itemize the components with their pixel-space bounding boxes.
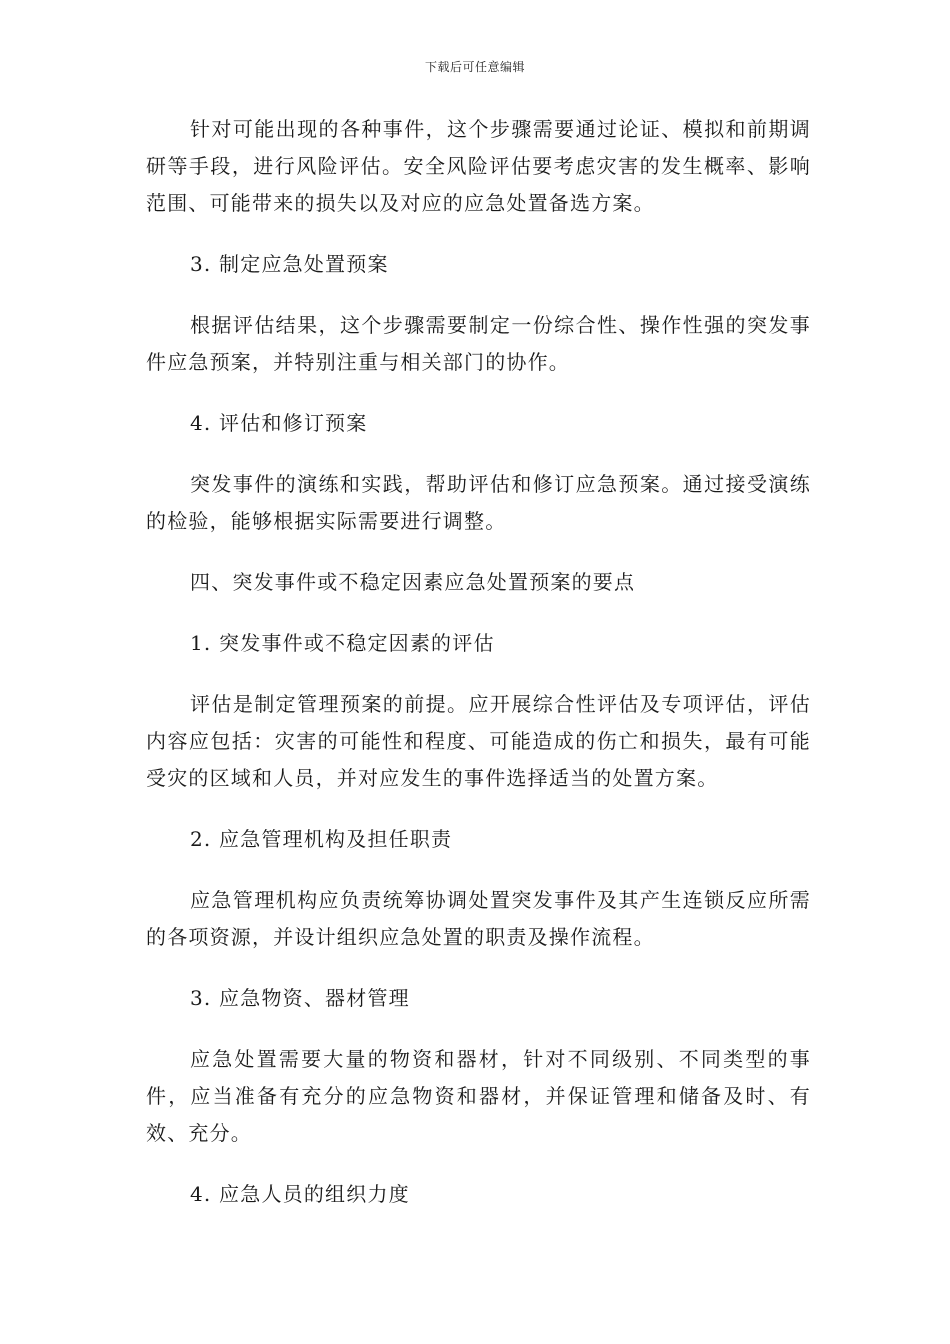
paragraph-risk-assessment: 针对可能出现的各种事件，这个步骤需要通过论证、模拟和前期调研等手段，进行风险评估。安全风险评估要考虑灾害的发生概率、影响范围、可能带来的损失以及对应的应急处置备选方案。 (146, 117, 811, 215)
paragraph-materials: 应急处置需要大量的物资和器材，针对不同级别、不同类型的事件，应当准备有充分的应急物资和器材，并保证管理和储备及时、有效、充分。 (146, 1047, 811, 1145)
heading-step-4: 4. 评估和修订预案 (190, 411, 368, 435)
page-header-note: 下载后可任意编辑 (424, 60, 525, 74)
paragraph-make-plan: 根据评估结果，这个步骤需要制定一份综合性、操作性强的突发事件应急预案，并特别注重与相关部门的协作。 (146, 313, 811, 374)
heading-point-3: 3. 应急物资、器材管理 (190, 986, 410, 1010)
paragraph-revise-plan: 突发事件的演练和实践，帮助评估和修订应急预案。通过接受演练的检验，能够根据实际需要进行调整。 (146, 472, 811, 533)
heading-point-1: 1. 突发事件或不稳定因素的评估 (190, 631, 495, 655)
heading-point-2: 2. 应急管理机构及担任职责 (190, 827, 453, 851)
section-heading-4: 四、突发事件或不稳定因素应急处置预案的要点 (190, 570, 636, 594)
paragraph-organization: 应急管理机构应负责统筹协调处置突发事件及其产生连锁反应所需的各项资源，并设计组织应急处置的职责及操作流程。 (146, 888, 811, 949)
paragraph-evaluation: 评估是制定管理预案的前提。应开展综合性评估及专项评估，评估内容应包括：灾害的可能性和程度、可能造成的伤亡和损失，最有可能受灾的区域和人员，并对应发生的事件选择适当的处置方案。 (146, 692, 811, 790)
document-body (146, 111, 811, 1237)
heading-point-4: 4. 应急人员的组织力度 (190, 1182, 410, 1206)
heading-step-3: 3. 制定应急处置预案 (190, 252, 389, 276)
